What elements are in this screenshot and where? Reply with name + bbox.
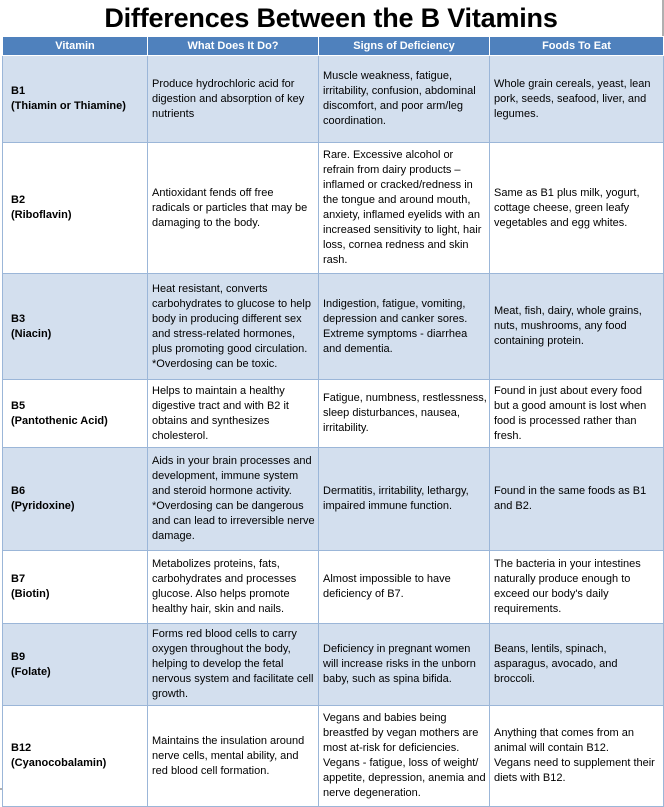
function-line: and stress-related hormones,: [152, 327, 296, 340]
foods-line: requirements.: [494, 603, 562, 615]
function-line: Metabolizes proteins, fats,: [152, 558, 280, 570]
vitamin-alt-name: (Biotin): [11, 588, 50, 600]
deficiency-line: irritability.: [323, 422, 369, 434]
vitamin-cell: [3, 551, 148, 624]
deficiency-cell: [319, 706, 490, 807]
function-line: digestion and absorption of key: [152, 92, 305, 105]
deficiency-line: discomfort, and poor arm/leg: [323, 100, 464, 112]
foods-line: naturally produce enough to: [494, 573, 631, 585]
function-line: Heat resistant, converts: [152, 282, 268, 295]
foods-line: cottage cheese, green leafy: [494, 201, 630, 214]
foods-line: exceed our body's daily: [494, 588, 609, 600]
function-line: Helps to maintain a healthy: [152, 384, 285, 397]
deficiency-line: the tongue and around mouth,: [323, 194, 471, 206]
deficiency-line: breastfed by vegan mothers are: [323, 727, 479, 739]
function-line: obtains and synthesizes: [152, 414, 270, 427]
header-vitamin: Vitamin: [3, 37, 148, 56]
function-line: cholesterol.: [152, 429, 209, 442]
table-row: [3, 56, 664, 143]
vitamin-alt-name: (Folate): [11, 665, 51, 678]
table-row: [3, 274, 664, 380]
foods-cell: [490, 143, 664, 274]
foods-line: Vegans need to supplement their: [494, 757, 655, 769]
function-line: oxygen throughout the body,: [152, 643, 291, 655]
deficiency-line: most at-risk for deficiencies.: [323, 742, 460, 754]
foods-line: Found in just about every food: [494, 384, 642, 397]
function-line: Forms red blood cells to carry: [152, 628, 297, 640]
function-cell: [148, 706, 319, 807]
function-line: carbohydrates to glucose to help: [152, 297, 311, 310]
vitamin-alt-name: (Thiamin or Thiamine): [11, 100, 126, 112]
foods-line: food is processed rather than: [494, 414, 637, 427]
foods-line: Found in the same foods as B1: [494, 485, 647, 497]
table-body: [3, 56, 664, 807]
deficiency-line: deficiency of B7.: [323, 588, 404, 600]
foods-line: Whole grain cereals, yeast, lean: [494, 77, 651, 90]
function-line: damaging to the body.: [152, 216, 261, 229]
deficiency-line: nerve degeneration.: [323, 787, 421, 799]
deficiency-line: Vegans - fatigue, loss of weight/: [323, 757, 479, 769]
vitamin-name: B9: [11, 650, 26, 663]
deficiency-cell: [319, 624, 490, 706]
function-line: growth.: [152, 688, 189, 700]
foods-line: broccoli.: [494, 673, 535, 685]
vitamin-name: B2: [11, 194, 26, 206]
vitamin-cell: [3, 448, 148, 551]
function-line: and can lead to irreversible nerve: [152, 515, 315, 527]
vitamin-alt-name: (Pyridoxine): [11, 500, 75, 512]
foods-cell: [490, 380, 664, 448]
function-line: damage.: [152, 530, 195, 542]
function-line: digestive tract and with B2 it: [152, 399, 289, 412]
header-signs-of-deficiency: Signs of Deficiency: [319, 37, 490, 56]
table-row: [3, 624, 664, 706]
deficiency-cell: [319, 551, 490, 624]
vitamin-name: B5: [11, 399, 26, 412]
vitamin-alt-name: (Niacin): [11, 327, 52, 340]
table-row: [3, 380, 664, 448]
deficiency-line: irritability, confusion, abdominal: [323, 85, 476, 97]
foods-line: nuts, mushrooms, any food: [494, 320, 627, 332]
deficiency-line: anxiety, inflamed eyelids with an: [323, 209, 480, 221]
foods-line: asparagus, avocado, and: [494, 658, 618, 670]
deficiency-line: appetite, depression, anemia and: [323, 772, 486, 784]
deficiency-cell: [319, 448, 490, 551]
foods-line: legumes.: [494, 107, 539, 120]
deficiency-line: rash.: [323, 254, 348, 266]
function-line: carbohydrates and processes: [152, 573, 297, 585]
deficiency-cell: [319, 143, 490, 274]
foods-line: Beans, lentils, spinach,: [494, 643, 607, 655]
deficiency-line: Extreme symptoms - diarrhea: [323, 327, 468, 340]
table-row: [3, 143, 664, 274]
foods-line: animal will contain B12.: [494, 742, 609, 754]
deficiency-line: depression and canker sores.: [323, 312, 468, 325]
foods-line: pork, seeds, seafood, liver, and: [494, 92, 647, 105]
deficiency-line: Deficiency in pregnant women: [323, 643, 471, 655]
deficiency-cell: [319, 274, 490, 380]
deficiency-line: impaired immune function.: [323, 500, 453, 512]
vitamin-name: B7: [11, 573, 26, 585]
vitamin-cell: [3, 143, 148, 274]
foods-line: but a good amount is lost when: [494, 399, 647, 412]
function-line: radicals or particles that may be: [152, 201, 308, 214]
vitamin-name: B6: [11, 485, 26, 497]
page-title: Differences Between the B Vitamins: [104, 2, 558, 33]
foods-cell: [490, 551, 664, 624]
function-cell: [148, 551, 319, 624]
function-cell: [148, 624, 319, 706]
function-line: *Overdosing can be toxic.: [152, 357, 278, 370]
foods-cell: [490, 624, 664, 706]
foods-cell: [490, 706, 664, 807]
deficiency-line: coordination.: [323, 115, 386, 127]
function-line: helping to develop the fetal: [152, 658, 284, 670]
deficiency-line: baby, such as spina bifida.: [323, 673, 452, 685]
deficiency-line: Indigestion, fatigue, vomiting,: [323, 297, 466, 310]
function-line: plus promoting good circulation.: [152, 342, 308, 355]
header-foods-to-eat: Foods To Eat: [490, 37, 664, 56]
vitamin-cell: [3, 624, 148, 706]
function-cell: [148, 143, 319, 274]
vitamin-cell: [3, 274, 148, 380]
foods-line: vegetables and egg whites.: [494, 216, 628, 229]
foods-line: diets with B12.: [494, 772, 566, 784]
function-line: nervous system and facilitate cell: [152, 673, 314, 685]
foods-line: containing protein.: [494, 335, 584, 347]
vitamin-cell: [3, 56, 148, 143]
header-row: [3, 37, 664, 56]
function-cell: [148, 274, 319, 380]
deficiency-line: and dementia.: [323, 342, 393, 355]
deficiency-line: Rare. Excessive alcohol or: [323, 149, 454, 161]
function-line: Maintains the insulation around: [152, 734, 305, 747]
table-row: [3, 551, 664, 624]
table-row: [3, 448, 664, 551]
function-cell: [148, 56, 319, 143]
foods-cell: [490, 274, 664, 380]
function-line: Produce hydrochloric acid for: [152, 77, 295, 90]
deficiency-line: Vegans and babies being: [323, 712, 447, 724]
deficiency-line: increased sensitivity to light, hair: [323, 224, 482, 236]
foods-line: fresh.: [494, 429, 522, 442]
deficiency-line: Dermatitis, irritability, lethargy,: [323, 485, 469, 497]
vitamin-name: B12: [11, 742, 32, 754]
foods-line: and B2.: [494, 500, 532, 512]
function-line: development, immune system: [152, 470, 299, 482]
deficiency-line: sleep disturbances, nausea,: [323, 407, 460, 419]
function-line: glucose. Also helps promote: [152, 588, 290, 600]
foods-line: The bacteria in your intestines: [494, 558, 641, 570]
vitamin-alt-name: (Cyanocobalamin): [11, 757, 107, 769]
function-cell: [148, 448, 319, 551]
function-line: *Overdosing can be dangerous: [152, 500, 304, 512]
function-line: body in producing different sex: [152, 312, 302, 325]
table-row: [3, 706, 664, 807]
function-line: and steroid hormone activity.: [152, 485, 292, 497]
deficiency-line: Almost impossible to have: [323, 573, 451, 585]
function-cell: [148, 380, 319, 448]
vitamin-name: B3: [11, 312, 26, 325]
function-line: nerve cells, mental ability, and: [152, 749, 299, 762]
vitamin-alt-name: (Riboflavin): [11, 209, 72, 221]
deficiency-line: Fatigue, numbness, restlessness,: [323, 392, 487, 404]
vitamin-name: B1: [11, 85, 26, 97]
deficiency-line: will increase risks in the unborn: [323, 658, 476, 670]
deficiency-cell: [319, 380, 490, 448]
function-line: nutrients: [152, 107, 195, 120]
deficiency-line: loss, cornea redness and skin: [323, 239, 469, 251]
deficiency-line: Muscle weakness, fatigue,: [323, 70, 453, 82]
deficiency-line: inflamed or cracked/redness in: [323, 179, 473, 191]
function-line: Aids in your brain processes and: [152, 455, 312, 467]
foods-line: Same as B1 plus milk, yogurt,: [494, 186, 640, 199]
vitamin-cell: [3, 706, 148, 807]
deficiency-line: refrain from dairy products –: [323, 164, 461, 176]
header-what-does-it-do: What Does It Do?: [148, 37, 319, 56]
foods-line: Anything that comes from an: [494, 727, 635, 739]
function-line: Antioxidant fends off free: [152, 186, 274, 199]
vitamin-alt-name: (Pantothenic Acid): [11, 414, 108, 427]
foods-line: Meat, fish, dairy, whole grains,: [494, 305, 642, 317]
foods-cell: [490, 448, 664, 551]
function-line: red blood cell formation.: [152, 764, 270, 777]
deficiency-cell: [319, 56, 490, 143]
foods-cell: [490, 56, 664, 143]
function-line: healthy hair, skin and nails.: [152, 603, 285, 615]
vitamin-cell: [3, 380, 148, 448]
vitamin-table: [2, 36, 664, 807]
